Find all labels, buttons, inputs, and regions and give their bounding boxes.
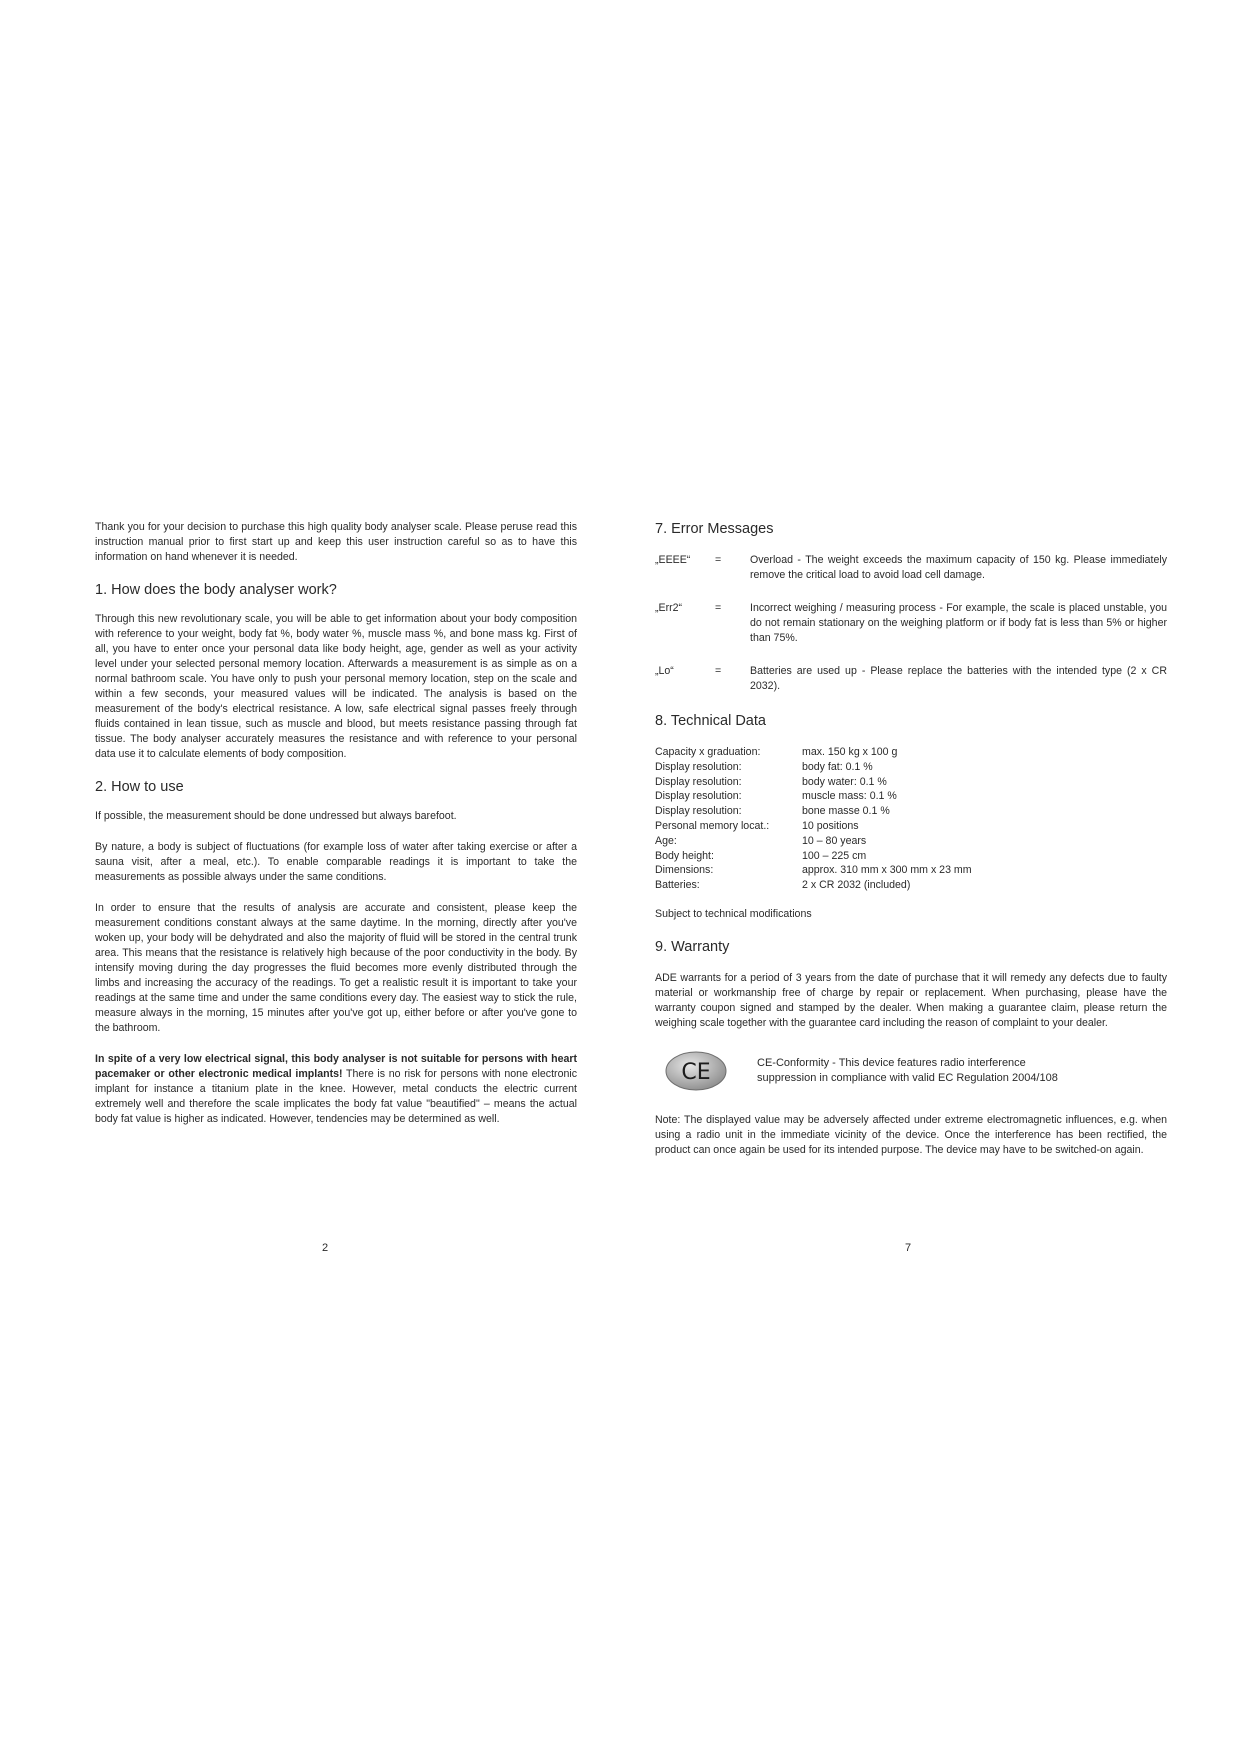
error-code: „EEEE“ [655,554,691,566]
spec-label: Age: [655,834,677,847]
section-7-heading: 7. Error Messages [655,521,774,537]
left-page [95,520,577,1127]
error-description: Incorrect weighing / measuring process - For example, the scale is placed unstable, you do not remain stationary on the weighing platform or if body fat is less than 5% or higher than 75%. [750,602,1167,644]
section-2-paragraph-4 [95,1052,577,1127]
error-description: Overload - The weight exceeds the maximum capacity of 150 kg. Please immediately remove the critical load to avoid load cell damage. [750,554,1167,581]
section-9-heading: 9. Warranty [655,938,730,955]
technical-data-table [655,745,972,893]
table-row [655,863,972,878]
spec-label: Display resolution: [655,805,742,818]
svg-text:CE: CE [681,1059,711,1085]
implant-info: There is no risk for persons with none electronic implant for instance a titanium plate in the knee. However, metal conducts the electric current extremely well and therefore the scale implicates the body fat value "beautified" – means the actual body fat value is higher as indicated. However, tendencies may be determined as well. [95,1068,577,1125]
spec-value: muscle mass: 0.1 % [802,790,897,803]
spec-value: bone masse 0.1 % [802,805,890,818]
right-page [655,520,1167,1158]
table-row [655,878,972,893]
spec-label: Display resolution: [655,790,742,803]
error-code: „Err2“ [655,602,683,614]
spec-label: Dimensions: [655,864,714,877]
intro-paragraph: Thank you for your decision to purchase this high quality body analyser scale. Please peruse read this instruction manual prior to first start up and keep this user instruction careful so as to have this information on hand whenever it is needed. [95,521,577,563]
emi-note: Note: The displayed value may be adversely affected under extreme electromagnetic influences, e.g. when using a radio unit in the immediate vicinity of the device. Once the interference has been rectified, the product can once again be used for its intended purpose. The device may have to be switched-on again. [655,1113,1167,1156]
table-row [655,775,972,790]
error-row-lo [655,664,1167,694]
ce-conformity [665,1051,1167,1091]
section-2-paragraph-2: By nature, a body is subject of fluctuations (for example loss of water after taking exercise or after a sauna visit, after a meal, etc.). To enable comparable readings it is important to take the measurements as possible always under the same conditions. [95,841,577,883]
table-row [655,789,972,804]
spec-label: Display resolution: [655,775,742,788]
table-row [655,849,972,864]
spec-label: Body height: [655,849,714,862]
error-row-eeee [655,553,1167,583]
spec-label: Capacity x graduation: [655,746,761,758]
section-8-heading: 8. Technical Data [655,713,766,729]
ce-conformity-text [757,1056,1058,1086]
technical-modifications-note: Subject to technical modifications [655,907,812,920]
ce-mark-icon [665,1051,727,1091]
equals-sign: = [715,602,722,614]
spec-value: 100 – 225 cm [802,849,867,862]
section-2-heading: 2. How to use [95,779,184,795]
spec-value: body water: 0.1 % [802,775,887,788]
spec-label: Personal memory locat.: [655,819,770,832]
pacemaker-warning: In spite of a very low electrical signal, this body analyser is not suitable for persons with heart pacemaker or other electronic medical implants! [95,1053,577,1080]
error-row-err2 [655,601,1167,646]
section-1-text: Through this new revolutionary scale, you will be able to get information about your body composition with reference to your weight, body fat %, body water %, muscle mass %, and bone mass kg. First of all, you have to enter once your personal data like body height, age, gender as well as your activity level under your selected personal memory location. Afterwards a measurement is as simple as on a normal bathroom scale. You have only to push your personal memory location, step on the scale and within a few seconds, your measured values will be indicated. The analysis is based on the measurement of the body's electrical resistance. A low, safe electrical signal passes freely through fluids contained in lean tissue, such as muscle and blood, but meets resistance passing through fat tissue. The body analyser accurately measures the resistance and with reference to your personal data use it to calculate elements of body composition. [95,613,577,760]
warranty-text: ADE warrants for a period of 3 years from the date of purchase that it will remedy any defects due to faulty material or workmanship free of charge by repair or replacement. When purchasing, please have the warranty coupon signed and stamped by the dealer. When making a guarantee claim, please return the weighing scale together with the guarantee card including the reason of complaint to your dealer. [655,971,1167,1029]
section-2-paragraph-3: In order to ensure that the results of analysis are accurate and consistent, please keep the measurement conditions constant always at the same daytime. In the morning, directly after you've woken up, your body will be dehydrated and also the majority of fluid will be stored in the central trunk area. This means that the resistance is relatively high because of the poor conductivity in the body. By intensify moving during the day progresses the fluid becomes more evenly distributed through the limbs and increasing the accuracy of the readings. To get a realistic result it is important to take your readings at the same time and under the same conditions every day. The easiest way to stick the rule, measure always in the morning, 15 minutes after you've got up, either before or after you've gone to the bathroom. [95,902,577,1034]
spec-label: Batteries: [655,879,700,892]
spec-value: max. 150 kg x 100 g [802,746,898,758]
spec-value: 10 – 80 years [802,834,867,847]
table-row [655,745,972,760]
table-row [655,834,972,849]
error-description: Batteries are used up - Please replace the batteries with the intended type (2 x CR 2032). [750,665,1167,692]
spec-value: 2 x CR 2032 (included) [802,879,911,892]
spec-value: 10 positions [802,819,859,832]
table-row [655,804,972,819]
page-number-left: 2 [322,1242,329,1254]
error-code: „Lo“ [655,665,674,677]
page-number-right: 7 [905,1242,912,1254]
ce-line-1: CE-Conformity - This device features radio interference [757,1056,1026,1069]
spec-value: approx. 310 mm x 300 mm x 23 mm [802,864,972,877]
spec-value: body fat: 0.1 % [802,760,873,773]
spec-label: Display resolution: [655,760,742,773]
equals-sign: = [715,554,722,566]
table-row [655,760,972,775]
equals-sign: = [715,665,722,677]
ce-line-2: suppression in compliance with valid EC Regulation 2004/108 [757,1071,1058,1084]
section-1-heading: 1. How does the body analyser work? [95,582,337,598]
table-row [655,819,972,834]
section-2-paragraph-1: If possible, the measurement should be done undressed but always barefoot. [95,810,457,822]
